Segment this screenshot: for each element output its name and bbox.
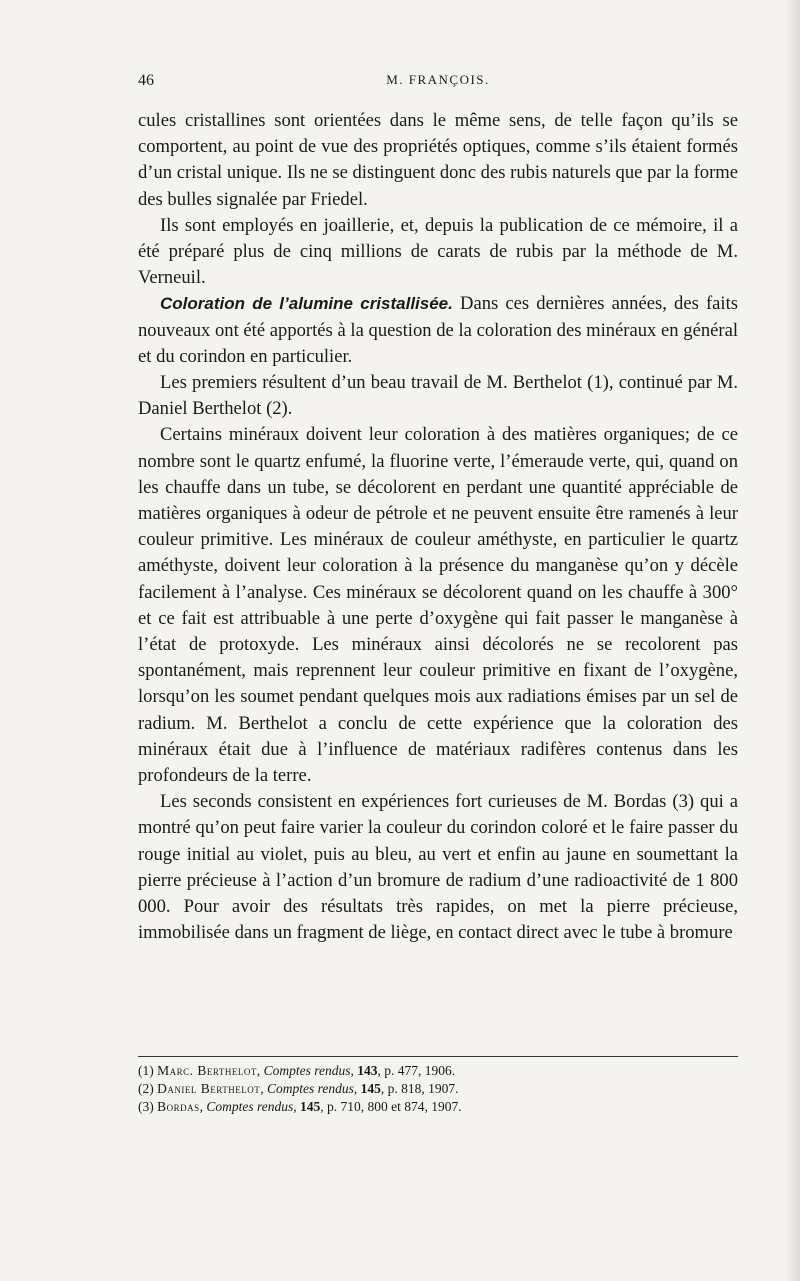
footnote-number: (3) [138, 1099, 154, 1114]
footnote-number: (2) [138, 1081, 154, 1096]
footnotes [138, 1062, 738, 1116]
footnote-source: Comptes rendus [206, 1099, 294, 1114]
footnote-volume: 143 [357, 1063, 378, 1078]
paragraph-3 [138, 291, 738, 370]
footnote-author: Marc. Berthelot [157, 1063, 257, 1078]
paragraph-4-text-b: , continué par M. Daniel Berthelot [138, 372, 739, 420]
footnote-3: (3) Bordas, Comptes rendus, 145, p. 710, 800 et 874, 1907. [138, 1099, 462, 1114]
body-text [138, 108, 738, 947]
footnote-volume: 145 [300, 1099, 321, 1114]
paragraph-1: cules cristallines sont orientées dans le même sens, de telle façon qu’ils se comportent, au point de vue des propriétés optiques, comme s’ils étaient formés d’un cristal unique. Ils ne se distinguent donc des rubis naturels que par la forme des bulles signalée par Friedel. [138, 110, 738, 210]
footnote-source: Comptes rendus [263, 1063, 351, 1078]
footnote-rule [138, 1056, 738, 1057]
footnote-ref-3: (3) [672, 791, 695, 813]
paragraph-4-text-a: Les premiers résultent d’un beau travail de M. Berthelot [160, 372, 588, 394]
footnote-author: Daniel Berthelot [157, 1081, 261, 1096]
footnote-number: (1) [138, 1063, 154, 1078]
footnote-source: Comptes rendus [266, 1081, 354, 1096]
footnote-author: Bordas [157, 1099, 200, 1114]
page-number: 46 [138, 72, 154, 89]
running-title: M. FRANÇOIS. [386, 72, 490, 87]
footnote-pages: , p. 710, 800 et 874, 1907. [320, 1099, 462, 1114]
footnote-1: (1) Marc. Berthelot, Comptes rendus, 143, p. 477, 1906. [138, 1063, 456, 1078]
footnote-pages: , p. 818, 1907. [380, 1081, 459, 1096]
paragraph-2: Ils sont employés en joaillerie, et, depuis la publication de ce mémoire, il a été préparé plus de cinq millions de carats de rubis par la méthode de M. Verneuil. [138, 214, 738, 289]
footnote-pages: , p. 477, 1906. [377, 1063, 456, 1078]
footnote-volume: 145 [360, 1081, 381, 1096]
paragraph-4-text-c: . [287, 398, 293, 420]
footnote-ref-1: (1) [587, 372, 609, 394]
paragraph-6-text-b: qui a montré qu’on peut faire varier la couleur du corindon coloré et le faire passer du rouge initial au violet, puis au bleu, au vert et enfin au jaune en soumettant la pierre précieuse à l’action d’un bromure de radium d’une radioactivité de 1 800 000. Pour avoir des résultats très rapides, on met la pierre précieuse, immobilisée dans un fragment de liège, en contact direct avec le tube à bromure [138, 791, 738, 944]
page-edge-shadow [786, 0, 800, 1281]
paragraph-3-text: Dans ces dernières années, des faits nouveaux ont été apportés à la question de la coloration des minéraux en général et du corindon en particulier. [138, 293, 738, 367]
paragraph-6 [138, 789, 738, 946]
section-heading: Coloration de l’alumine cristallisée. [160, 294, 453, 314]
page-header [138, 72, 738, 96]
paragraph-6-text-a: Les seconds consistent en expériences fort curieuses de M. Bordas [160, 791, 673, 813]
footnote-2: (2) Daniel Berthelot, Comptes rendus, 145, p. 818, 1907. [138, 1081, 459, 1096]
paragraph-4 [138, 370, 738, 422]
footnote-ref-2: (2) [266, 398, 288, 420]
paragraph-5: Certains minéraux doivent leur coloration à des matières organiques; de ce nombre sont le quartz enfumé, la fluorine verte, l’émeraude verte, qui, quand on les chauffe dans un tube, se décolorent en perdant une quantité appréciable de matières organiques à odeur de pétrole et ne peuvent ensuite être ramenés à leur couleur primitive. Les minéraux de couleur améthyste, en particulier le quartz améthyste, doivent leur coloration à la présence du manganèse qu’on y décèle facilement à l’analyse. Ces minéraux se décolorent quand on les chauffe à 300° et ce fait est attribuable à une perte d’oxygène qui fait passer le manganèse à l’état de protoxyde. Les minéraux ainsi décolorés ne se recolorent pas spontanément, mais reprennent leur couleur primitive en fixant de l’oxygène, lorsqu’on les soumet pendant quelques mois aux radiations émises par un sel de radium. M. Berthelot a conclu de cette expérience que la coloration des minéraux était due à l’influence de matériaux radifères contenus dans les profondeurs de la terre. [138, 424, 738, 787]
